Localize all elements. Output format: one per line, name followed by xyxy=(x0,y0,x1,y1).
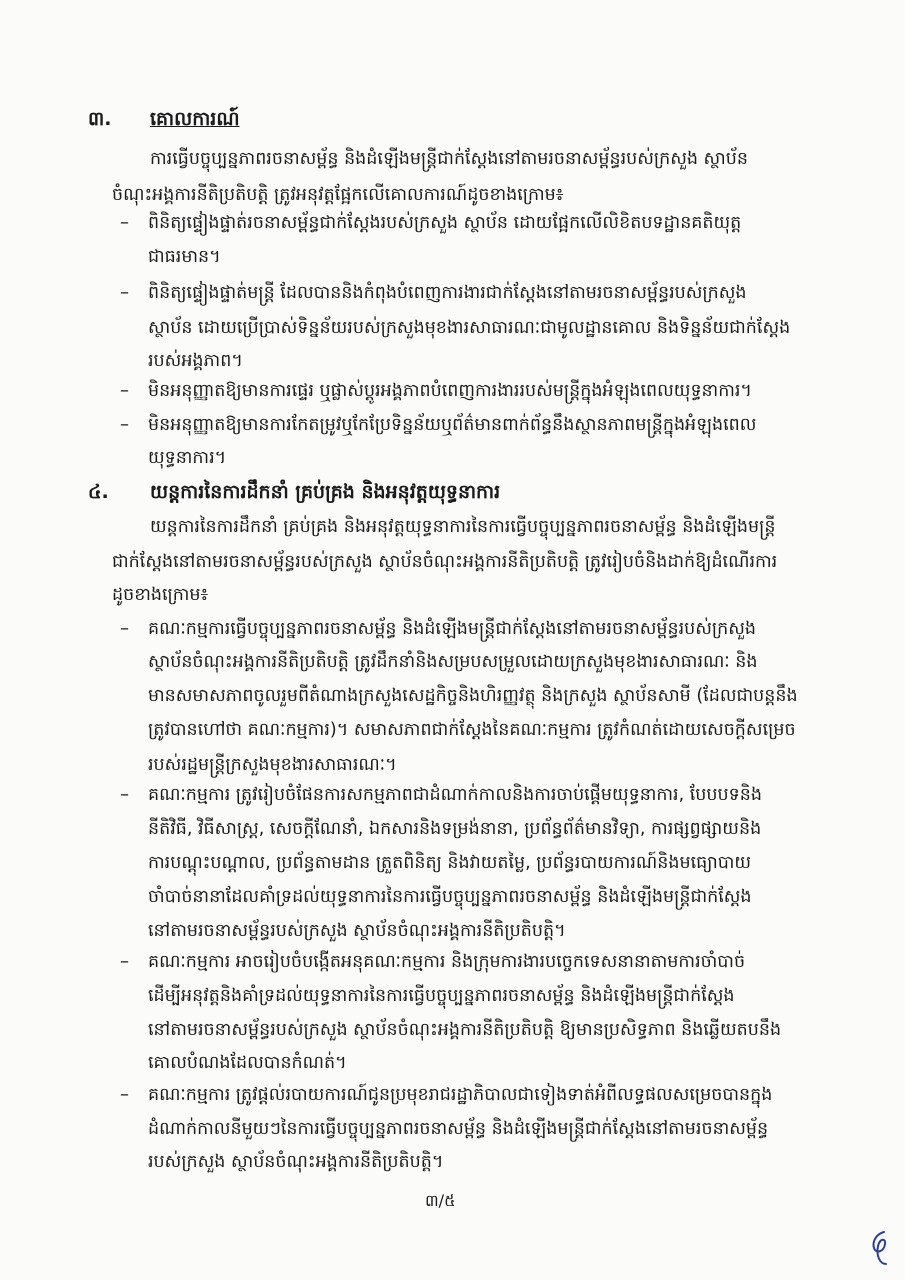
section-4-intro-line: ជាក់ស្ដែងនៅតាមរចនាសម្ព័ន្ធរបស់ក្រសួង ស្ថាប័នចំណុះអង្គការនីតិប្រតិបត្តិ ត្រូវរៀបចំនិងដាក់ឱ្យដំណើរការ xyxy=(112,552,778,572)
page-number: ៣/៥ xyxy=(425,1191,456,1210)
bullet-dash: – xyxy=(120,951,129,972)
handwritten-initial-mark xyxy=(866,1228,892,1268)
section-4-intro-line: យន្តការនៃការដឹកនាំ គ្រប់គ្រង និងអនុវត្តយុទ្ធនាការនៃការធ្វើបច្ចុប្បន្នភាពរចនាសម្ព័ន្ធ និងដំឡើងមន្ត្រី xyxy=(150,517,776,537)
bullet-line: យុទ្ធនាការ។ xyxy=(148,448,227,468)
bullet-line: នីតិវិធី, វិធីសាស្ត្រ, សេចក្ដីណែនាំ, ឯកសារនិងទម្រង់នានា, ប្រព័ន្ធព័ត៌មានវិទ្យា, ការផ្សព្វផ្សាយនិង xyxy=(148,819,762,839)
bullet-line: គណៈកម្មការ អាចរៀបចំបង្កើតអនុគណៈកម្មការ និងក្រុមការងារបច្ចេកទេសនានាតាមការចាំបាច់ xyxy=(148,952,746,972)
bullet-line: គណៈកម្មការធ្វើបច្ចុប្បន្នភាពរចនាសម្ព័ន្ធ និងដំឡើងមន្ត្រីជាក់ស្ដែងនៅតាមរចនាសម្ព័ន្ធរបស់ក្រសួង xyxy=(148,619,757,639)
section-4-title: យន្តការនៃការដឹកនាំ គ្រប់គ្រង និងអនុវត្តយុទ្ធនាការ xyxy=(150,481,501,503)
bullet-line: នៅតាមរចនាសម្ព័ន្ធរបស់ក្រសួង ស្ថាប័នចំណុះអង្គការនីតិប្រតិបត្តិ។ xyxy=(148,921,566,941)
bullet-line: គោលបំណងដែលបានកំណត់។ xyxy=(148,1053,347,1073)
bullet-line: ត្រូវបានហៅថា គណៈកម្មការ)។ សមាសភាពជាក់ស្ដែងនៃគណៈកម្មការ ត្រូវកំណត់ដោយសេចក្ដីសម្រេច xyxy=(148,720,796,740)
bullet-dash: – xyxy=(120,1084,129,1105)
section-3-intro-line: ការធ្វើបច្ចុប្បន្នភាពរចនាសម្ព័ន្ធ និងដំឡើងមន្ត្រីជាក់ស្ដែងនៅតាមរចនាសម្ព័ន្ធរបស់ក្រសួង ស្ថាប័ន xyxy=(150,149,748,169)
bullet-line: ដើម្បីអនុវត្តនិងគាំទ្រដល់យុទ្ធនាការនៃការធ្វើបច្ចុប្បន្នភាពរចនាសម្ព័ន្ធ និងដំឡើងមន្ត្រីជាក់ស្ដែង xyxy=(148,986,735,1006)
bullet-line: ចាំបាច់នានាដែលគាំទ្រដល់យុទ្ធនាការនៃការធ្វើបច្ចុប្បន្នភាពរចនាសម្ព័ន្ធ និងដំឡើងមន្ត្រីជាក់ស្ដែង xyxy=(148,887,752,907)
bullet-line: ជាធរមាន។ xyxy=(148,247,221,267)
bullet-line: ស្ថាប័ន ដោយប្រើប្រាស់ទិន្នន័យរបស់ក្រសួងមុខងារសាធារណៈជាមូលដ្ឋានគោល និងទិន្នន័យជាក់ស្ដែង xyxy=(148,318,791,338)
bullet-dash: – xyxy=(120,380,129,401)
bullet-dash: – xyxy=(120,784,129,805)
bullet-line: គណៈកម្មការ ត្រូវរៀបចំផែនការសកម្មភាពជាដំណាក់កាលនិងការចាប់ផ្ដើមយុទ្ធនាការ, បែបបទនិង xyxy=(148,785,762,805)
bullet-line: ការបណ្ដុះបណ្ដាល, ប្រព័ន្ធតាមដាន ត្រួតពិនិត្យ និងវាយតម្លៃ, ប្រព័ន្ធរបាយការណ៍និងមធ្យោបាយ xyxy=(148,853,752,873)
section-4-number: ៤. xyxy=(88,481,109,503)
bullet-line: គណៈកម្មការ ត្រូវផ្ដល់របាយការណ៍ជូនប្រមុខរាជរដ្ឋាភិបាលជាទៀងទាត់អំពីលទ្ធផលសម្រេចបានក្នុង xyxy=(148,1085,773,1105)
bullet-line: ដំណាក់កាលនីមួយៗនៃការធ្វើបច្ចុប្បន្នភាពរចនាសម្ព័ន្ធ និងដំឡើងមន្ត្រីជាក់ស្ដែងនៅតាមរចនាសម្ព័ន្ធ xyxy=(148,1119,769,1139)
section-4-intro-line: ដូចខាងក្រោម៖ xyxy=(112,585,209,605)
bullet-line: ស្ថាប័នចំណុះអង្គការនីតិប្រតិបត្តិ ត្រូវដឹកនាំនិងសម្របសម្រួលដោយក្រសួងមុខងារសាធារណៈ និង xyxy=(148,652,758,672)
bullet-dash: – xyxy=(120,618,129,639)
bullet-dash: – xyxy=(120,212,129,233)
bullet-line: ពិនិត្យផ្ទៀងផ្ទាត់រចនាសម្ព័ន្ធជាក់ស្ដែងរបស់ក្រសួង ស្ថាប័ន ដោយផ្អែកលើលិខិតបទដ្ឋានគតិយុត្ត xyxy=(148,213,742,233)
bullet-line: ពិនិត្យផ្ទៀងផ្ទាត់មន្ត្រី ដែលបាននិងកំពុងបំពេញការងារជាក់ស្ដែងនៅតាមរចនាសម្ព័ន្ធរបស់ក្រសួង xyxy=(148,283,747,303)
bullet-line: មិនអនុញ្ញាតឱ្យមានការផ្ទេរ ឬផ្លាស់ប្ដូរអង្គភាពបំពេញការងាររបស់មន្ត្រីក្នុងអំឡុងពេលយុទ្ធនាការ។ xyxy=(148,381,752,401)
section-3-number: ៣. xyxy=(88,108,112,130)
bullet-line: មិនអនុញ្ញាតឱ្យមានការកែតម្រូវឬកែប្រែទិន្នន័យឬព័ត៌មានពាក់ព័ន្ធនឹងស្ថានភាពមន្ត្រីក្នុងអំឡុងពេល xyxy=(148,415,757,435)
bullet-line: នៅតាមរចនាសម្ព័ន្ធរបស់ក្រសួង ស្ថាប័នចំណុះអង្គការនីតិប្រតិបត្តិ ឱ្យមានប្រសិទ្ធភាព និងឆ្លើយតបនឹង xyxy=(148,1020,782,1040)
section-3-title: គោលការណ៍ xyxy=(150,108,240,130)
section-3-intro-line: ចំណុះអង្គការនីតិប្រតិបត្តិ ត្រូវអនុវត្តផ្អែកលើគោលការណ៍ដូចខាងក្រោម៖ xyxy=(112,185,564,205)
bullet-line: របស់រដ្ឋមន្ត្រីក្រសួងមុខងារសាធារណៈ។ xyxy=(148,755,397,775)
bullet-line: របស់ក្រសួង ស្ថាប័នចំណុះអង្គការនីតិប្រតិបត្តិ។ xyxy=(148,1152,444,1172)
bullet-dash: – xyxy=(120,414,129,435)
bullet-dash: – xyxy=(120,282,129,303)
bullet-line: របស់អង្គភាព។ xyxy=(148,351,243,371)
bullet-line: មានសមាសភាពចូលរួមពីតំណាងក្រសួងសេដ្ឋកិច្ចនិងហិរញ្ញវត្ថុ និងក្រសួង ស្ថាប័នសាមី (ដែលជាបន្ដនឹង xyxy=(148,686,798,706)
